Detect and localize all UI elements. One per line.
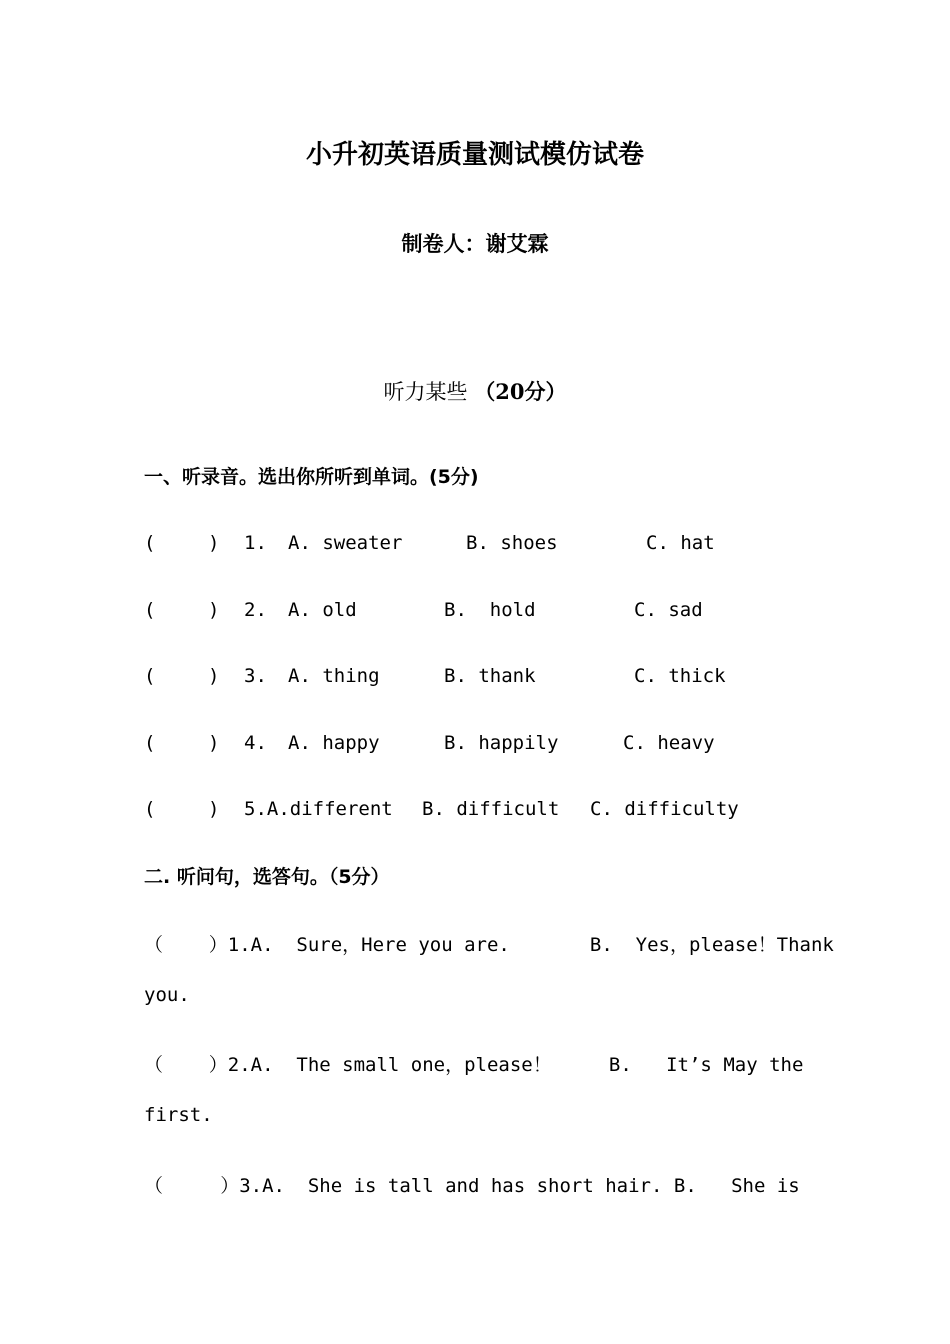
option-a: A. happy — [288, 732, 380, 754]
author-line: 制卷人：谢艾霖 — [401, 231, 549, 256]
answer-paren-open: ( — [144, 532, 156, 554]
question-line-continued: first. — [144, 1104, 213, 1126]
question-line: （ ）1.A. Sure，Here you are. B. Yes，please！Thank — [144, 934, 834, 956]
answer-paren-close: ) — [208, 798, 220, 820]
answer-paren-open: ( — [144, 665, 156, 687]
option-b: B. hold — [444, 599, 536, 621]
answer-paren-open: ( — [144, 599, 156, 621]
option-c: C. thick — [634, 665, 726, 687]
question-number: 4. — [244, 732, 267, 754]
option-c: C. sad — [634, 599, 703, 621]
option-b: B. thank — [444, 665, 536, 687]
answer-paren-close: ) — [208, 599, 220, 621]
question-number: 1. — [244, 532, 267, 554]
question-line: （ ）3.A. She is tall and has short hair. B. She is — [144, 1175, 800, 1197]
listening-part-label: 听力某些 — [383, 380, 468, 404]
option-c: C. difficulty — [590, 798, 739, 820]
answer-paren-open: ( — [144, 798, 156, 820]
answer-paren-close: ) — [208, 532, 220, 554]
answer-paren-open: ( — [144, 732, 156, 754]
answer-paren-close: ) — [208, 732, 220, 754]
option-c: C. hat — [646, 532, 715, 554]
list-item — [144, 530, 715, 556]
answer-paren-close: ) — [208, 665, 220, 687]
option-a: A. old — [288, 599, 357, 621]
option-b: B. shoes — [466, 532, 558, 554]
section1-heading: 一、听录音。选出你所听到单词。(5分) — [144, 466, 479, 488]
list-item — [144, 663, 726, 689]
list-item — [144, 730, 715, 756]
page-title: 小升初英语质量测试模仿试卷 — [305, 140, 644, 170]
list-item — [144, 597, 703, 623]
option-b: B. difficult — [422, 798, 560, 820]
option-a: A. thing — [288, 665, 380, 687]
list-item — [144, 796, 739, 822]
question-line-continued: you. — [144, 984, 190, 1006]
question-number: 2. — [244, 599, 267, 621]
listening-part-heading — [0, 376, 950, 406]
option-c: C. heavy — [623, 732, 715, 754]
question-number-and-option-a: 5.A.different — [244, 798, 393, 820]
listening-part-score: （20分） — [474, 379, 567, 404]
option-a: A. sweater — [288, 532, 403, 554]
question-number: 3. — [244, 665, 267, 687]
question-line: （ ）2.A. The small one，please！ B. It’s May the — [144, 1054, 804, 1076]
option-b: B. happily — [444, 732, 559, 754]
section2-heading: 二. 听问句，选答句。（5分） — [144, 866, 390, 888]
